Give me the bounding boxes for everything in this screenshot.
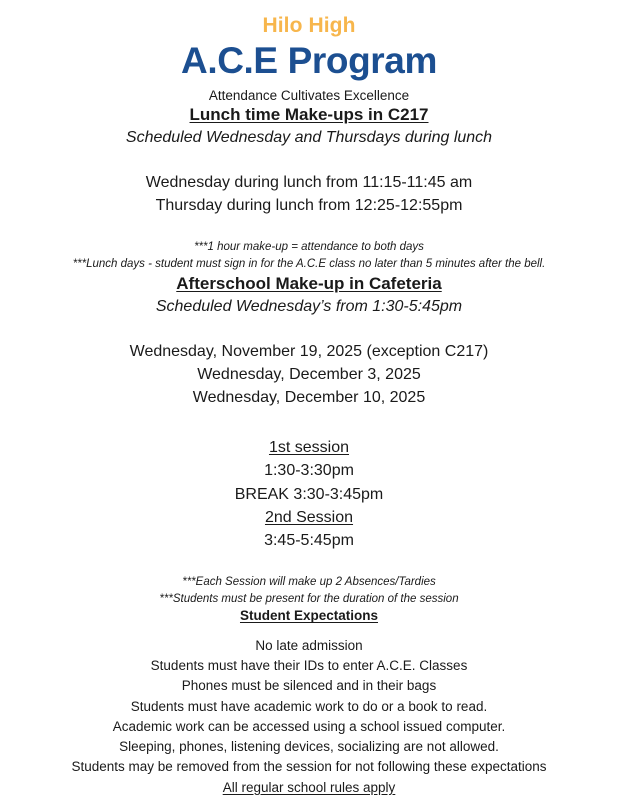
break-time: BREAK 3:30-3:45pm xyxy=(234,485,384,503)
expectation-item: Sleeping, phones, listening devices, socializing are not allowed. xyxy=(119,739,499,755)
expectation-item: No late admission xyxy=(255,637,363,653)
lunch-time-line: Wednesday during lunch from 11:15-11:45 am xyxy=(145,173,473,191)
expectations-heading: Student Expectations xyxy=(239,608,379,624)
first-session-label: 1st session xyxy=(268,439,350,457)
expectation-item: Phones must be silenced and in their bags xyxy=(181,678,437,694)
page-title: A.C.E Program xyxy=(181,40,437,82)
afterschool-note: ***Each Session will make up 2 Absences/Tardies xyxy=(182,576,436,589)
lunch-section-heading: Lunch time Make-ups in C217 xyxy=(189,104,429,124)
afterschool-section-subheading: Scheduled Wednesday’s from 1:30-5:45pm xyxy=(155,297,463,315)
expectation-item: Students must have academic work to do or a book to read. xyxy=(130,698,488,714)
expectation-item: Students may be removed from the session for not following these expectations xyxy=(71,759,547,775)
student-expectations-section xyxy=(24,607,594,798)
expectation-item: Students must have their IDs to enter A.C.E. Classes xyxy=(150,658,468,674)
afterschool-date: Wednesday, December 10, 2025 xyxy=(192,388,426,406)
first-session-time: 1:30-3:30pm xyxy=(264,462,354,480)
afterschool-note: ***Students must be present for the duration of the session xyxy=(159,592,459,605)
second-session-label: 2nd Session xyxy=(264,508,354,526)
expectation-item: Academic work can be accessed using a school issued computer. xyxy=(112,718,506,734)
lunch-section-subheading: Scheduled Wednesday and Thursdays during lunch xyxy=(125,129,493,147)
lunch-makeup-section xyxy=(24,104,594,273)
lunch-note: ***1 hour make-up = attendance to both days xyxy=(194,241,424,254)
lunch-note: ***Lunch days - student must sign in for the A.C.E class no later than 5 minutes after the bell. xyxy=(72,257,546,270)
afterschool-date: Wednesday, November 19, 2025 (exception C217) xyxy=(129,342,489,360)
program-tagline: Attendance Cultivates Excellence xyxy=(208,87,410,103)
afterschool-makeup-section xyxy=(24,273,594,608)
school-rules-footer: All regular school rules apply xyxy=(222,779,396,795)
lunch-time-line: Thursday during lunch from 12:25-12:55pm xyxy=(155,197,463,214)
afterschool-date: Wednesday, December 3, 2025 xyxy=(197,365,421,383)
afterschool-section-heading: Afterschool Make-up in Cafeteria xyxy=(176,273,442,293)
second-session-time: 3:45-5:45pm xyxy=(264,531,354,549)
school-name: Hilo High xyxy=(262,14,356,37)
header-block xyxy=(24,14,594,104)
